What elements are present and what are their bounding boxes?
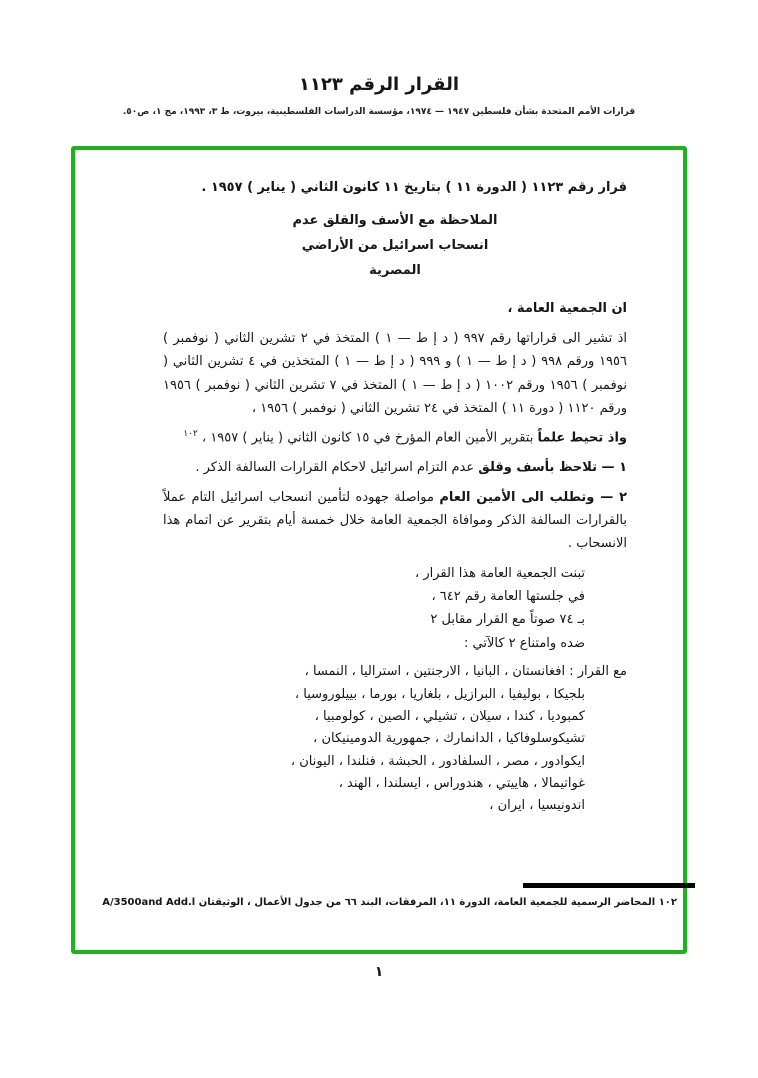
- page-number: ١: [374, 964, 384, 980]
- source-citation: قرارات الأمم المتحدة بشأن فلسطين ١٩٤٧ — ١٩٧٤، مؤسسة الدراسات الفلسطينية، بيروت، ط ٣، ١٩٩٣، مج ١، ص٥٠.: [122, 107, 636, 117]
- clause-1-rest: عدم التزام اسرائيل لاحكام القرارات السالفة الذكر .: [195, 460, 475, 476]
- recital-2-rest: بتقرير الأمين العام المؤرخ في ١٥ كانون الثاني ( يناير ) ١٩٥٧ ،: [201, 430, 534, 446]
- adoption-line: تبنت الجمعية العامة هذا القرار ،: [415, 565, 585, 581]
- footnote-number: ١٠٢: [658, 897, 677, 908]
- footnote-reference: ١٠٢: [183, 429, 198, 440]
- operative-clause-2: [163, 486, 627, 556]
- footnote-text: المحاضر الرسمية للجمعية العامة، الدورة ١١، المرفقات، البند ٦٦ من جدول الأعمال ، الوثيقتان A/3500and Add.l: [102, 897, 656, 908]
- operative-clause-1: [163, 456, 627, 479]
- clause-2-rest: مواصلة جهوده لتأمين انسحاب اسرائيل التام عملاً بالقرارات السالفة الذكر وموافاة الجمعية العامة خلال خمسة أيام بتقرير عن اتمام هذا الانسحاب .: [163, 489, 627, 552]
- recital-2-lead: واذ تحيط علماً: [537, 430, 627, 446]
- resolution-subject: الملاحظة مع الأسف والقلق عدم انسحاب اسرائيل من الأراضي المصرية: [292, 213, 498, 278]
- adoption-block: [163, 562, 627, 656]
- page-title: القرار الرقم ١١٢٣: [298, 74, 460, 95]
- recital-1: اذ تشير الى قراراتها رقم ٩٩٧ ( د إ ط — ١ ) المتخذ في ٢ تشرين الثاني ( نوفمبر ) ١٩٥٦ ورقم ٩٩٨ ( د إ ط — ١ ) و ٩٩٩ ( د إ ط — ١ ) المتخذين في ٤ تشرين الثاني ( نوفمبر ) ١٩٥٦ ورقم ١٠٠٢ ( د إ ط — ١ ) المتخذ في ٧ تشرين الثاني ( نوفمبر ) ١٩٥٦ ورقم ١١٢٠ ( دورة ١١ ) المتخذ في ٢٤ تشرين الثاني ( نوفمبر ) ١٩٥٦ ،: [163, 330, 628, 417]
- footnote: [81, 897, 677, 908]
- highlight-border-box: [71, 146, 687, 954]
- resolution-opening: ان الجمعية العامة ،: [507, 301, 627, 317]
- adoption-line: بـ ٧٤ صوتاً مع القرار مقابل ٢: [430, 612, 585, 628]
- resolution-body: [163, 176, 627, 818]
- clause-2-lead: ٢ — وتطلب الى الأمين العام: [439, 489, 627, 505]
- recital-2: [163, 426, 627, 450]
- footnote-separator-rule: [523, 883, 695, 888]
- document-header: [0, 74, 758, 117]
- adoption-line: في جلستها العامة رقم ٦٤٢ ،: [431, 589, 585, 605]
- vote-for-list: مع القرار : افغانستان ، البانيا ، الارجنتين ، استراليا ، النمسا ، بلجيكا ، بوليفيا ، البرازيل ، بلغاريا ، بورما ، بييلوروسيا ، كمبوديا ، كندا ، سيلان ، تشيلي ، الصين ، كولومبيا ، تشيكوسلوفاكيا ، الدانمارك ، جمهورية الدومينيكان ، ايكوادور ، مصر ، السلفادور ، الحبشة ، فنلندا ، اليونان ، غواتيمالا ، هاييتي ، هندوراس ، ايسلندا ، الهند ، اندونيسيا ، ايران ،: [290, 664, 627, 814]
- resolution-heading: قرار رقم ١١٢٣ ( الدورة ١١ ) بتاريخ ١١ كانون الثاني ( يناير ) ١٩٥٧ .: [201, 180, 627, 195]
- clause-1-lead: ١ — تلاحظ بأسف وقلق: [478, 460, 627, 476]
- adoption-line: ضده وامتناع ٢ كالآتي :: [463, 635, 585, 651]
